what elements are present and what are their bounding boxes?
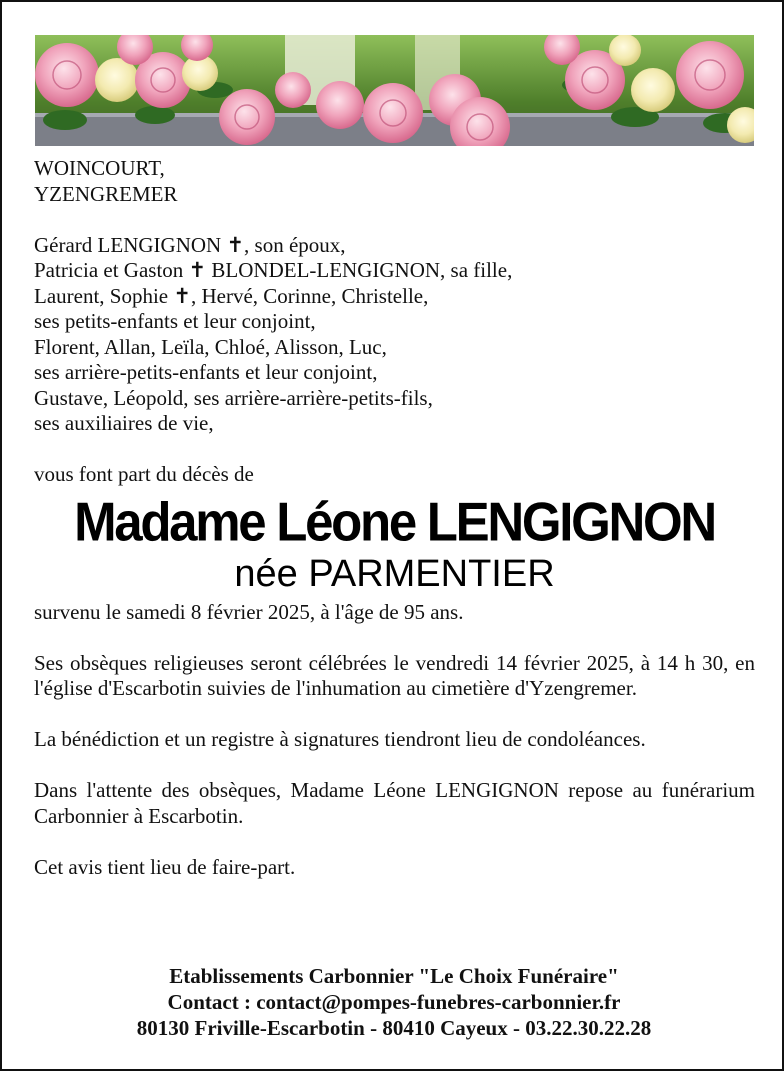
footer-contact: Contact : contact@pompes-funebres-carbonnier.fr xyxy=(167,990,621,1014)
cross-icon: ✝ xyxy=(188,258,207,282)
family-line-8: ses auxiliaires de vie, xyxy=(34,411,214,435)
family-line-6: ses arrière-petits-enfants et leur conjoint, xyxy=(34,360,378,384)
footer-company: Etablissements Carbonnier "Le Choix Funéraire" xyxy=(169,964,619,988)
family-line-1 xyxy=(34,233,755,259)
notice-text: Cet avis tient lieu de faire-part. xyxy=(34,854,296,879)
location-line-2: YZENGREMER xyxy=(34,181,178,206)
family-line-7: Gustave, Léopold, ses arrière-arrière-petits-fils, xyxy=(34,385,433,410)
roses-illustration xyxy=(35,35,754,146)
family-text: BLONDEL-LENGIGNON, sa fille, xyxy=(206,258,513,282)
funeral-text: Ses obsèques religieuses seront célébrées le vendredi 14 février 2025, à 14 h 30, en l'église d'Escarbotin suivies de l'inhumation au cimetière d'Yzengremer. xyxy=(34,650,755,700)
cross-icon: ✝ xyxy=(173,283,191,308)
blessing-text: La bénédiction et un registre à signatures tiendront lieu de condoléances. xyxy=(34,727,646,751)
family-line-5: Florent, Allan, Leïla, Chloé, Alisson, Luc, xyxy=(34,334,387,359)
family-line-4: ses petits-enfants et leur conjoint, xyxy=(34,309,316,333)
roses-banner-image xyxy=(35,35,754,146)
death-text: survenu le samedi 8 février 2025, à l'âge de 95 ans. xyxy=(34,599,464,624)
family-text: , Hervé, Corinne, Christelle, xyxy=(191,283,429,308)
location-line-1: WOINCOURT, xyxy=(34,156,165,180)
notice-body xyxy=(34,156,755,880)
family-text: Gérard LENGIGNON xyxy=(34,232,227,257)
maiden-name: née PARMENTIER xyxy=(234,552,555,595)
rest-text: Dans l'attente des obsèques, Madame Léone LENGIGNON repose au funérarium Carbonnier à Escarbotin. xyxy=(34,778,755,828)
family-text: Laurent, Sophie xyxy=(34,283,174,308)
family-line-3 xyxy=(34,284,755,310)
family-text: , son époux, xyxy=(244,232,346,257)
announce-text: vous font part du décès de xyxy=(34,462,254,486)
footer-address: 80130 Friville-Escarbotin - 80410 Cayeux - 03.22.30.22.28 xyxy=(136,1016,652,1040)
family-text: Patricia et Gaston xyxy=(34,258,189,282)
funeral-home-footer xyxy=(4,963,784,1041)
cross-icon: ✝ xyxy=(226,232,245,257)
deceased-name: Madame Léone LENGIGNON xyxy=(74,490,715,552)
family-line-2 xyxy=(34,258,755,284)
